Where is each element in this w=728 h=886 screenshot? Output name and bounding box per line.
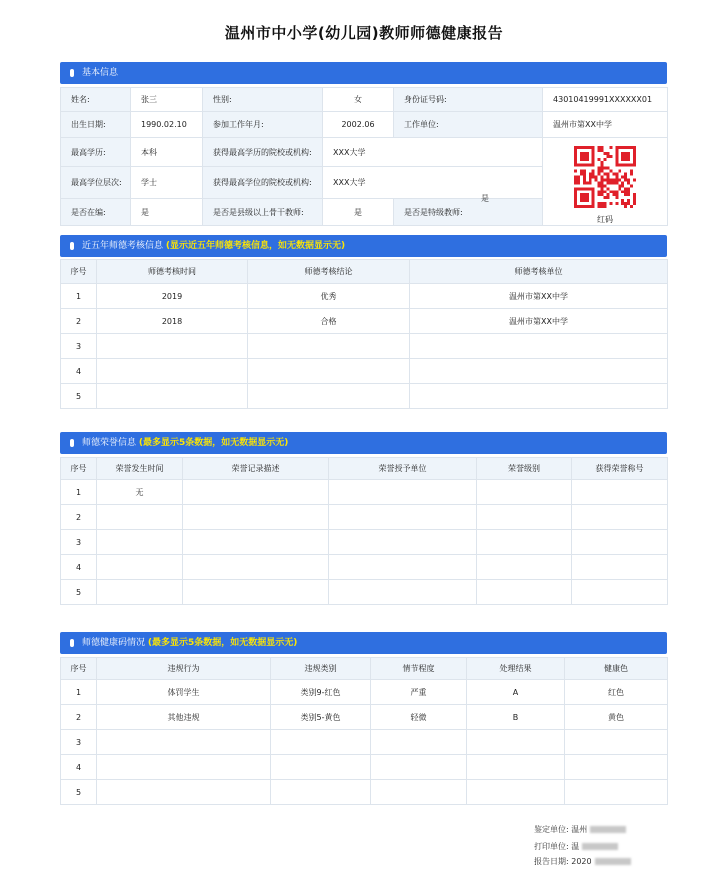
table-cell: 类别9-红色: [271, 680, 371, 705]
redacted-mark: [582, 843, 618, 850]
table-row: [61, 359, 668, 384]
table-row: [61, 705, 668, 730]
table-cell: [329, 480, 477, 505]
work-start-label: 参加工作年月:: [203, 112, 323, 138]
edu-label: 最高学历:: [61, 138, 131, 167]
table-cell: 5: [61, 780, 97, 805]
table-cell: [467, 730, 565, 755]
degree-label: 最高学位层次:: [61, 167, 131, 199]
table-cell: [183, 555, 329, 580]
health-code-label: 红码: [597, 215, 614, 224]
honor-header: [60, 432, 667, 454]
table-cell: [97, 580, 183, 605]
table-cell: [97, 359, 248, 384]
footer-identify: [534, 824, 626, 835]
table-cell: [97, 334, 248, 359]
health-note: (最多显示5条数据，如无数据显示无): [147, 638, 298, 648]
table-cell: 3: [61, 730, 97, 755]
table-cell: 2019: [97, 284, 248, 309]
table-cell: [97, 755, 271, 780]
id-label: 身份证号码:: [394, 88, 543, 112]
table-row: [61, 284, 668, 309]
table-cell: [371, 780, 467, 805]
column-header: 师德考核单位: [410, 260, 668, 284]
footer-print: [534, 841, 618, 852]
column-header: 荣誉记录描述: [183, 458, 329, 480]
table-cell: 无: [97, 480, 183, 505]
column-header: 健康色: [565, 658, 668, 680]
table-row: [61, 530, 668, 555]
identify-label: 鉴定单位:: [534, 825, 569, 834]
table-row: [61, 780, 668, 805]
birth-label: 出生日期:: [61, 112, 131, 138]
print-label: 打印单位:: [534, 842, 569, 851]
date-value: 2020: [571, 857, 592, 866]
employer-value: 温州市第XX中学: [543, 112, 668, 138]
health-code-cell: [543, 138, 668, 226]
name-label: 姓名:: [61, 88, 131, 112]
health-header-row: [61, 658, 668, 680]
table-row: [61, 755, 668, 780]
honor-note: (最多显示5条数据，如无数据显示无): [138, 438, 289, 448]
table-cell: [97, 505, 183, 530]
table-cell: 轻微: [371, 705, 467, 730]
table-row: [61, 680, 668, 705]
degree-school-value: XXX大学: [323, 167, 543, 199]
table-cell: [410, 359, 668, 384]
table-cell: 4: [61, 755, 97, 780]
table-cell: [248, 334, 410, 359]
table-cell: 体罚学生: [97, 680, 271, 705]
table-row: [61, 580, 668, 605]
table-cell: [572, 530, 668, 555]
table-cell: [467, 780, 565, 805]
table-cell: 2: [61, 309, 97, 334]
column-header: 处理结果: [467, 658, 565, 680]
column-header: 序号: [61, 658, 97, 680]
table-cell: [371, 755, 467, 780]
table-row: [61, 384, 668, 409]
column-header: 序号: [61, 260, 97, 284]
table-cell: [410, 384, 668, 409]
table-cell: [410, 334, 668, 359]
edu-school-label: 获得最高学历的院校或机构:: [203, 138, 323, 167]
table-cell: [572, 505, 668, 530]
table-cell: 4: [61, 359, 97, 384]
table-cell: 红色: [565, 680, 668, 705]
table-cell: [467, 755, 565, 780]
table-cell: [565, 780, 668, 805]
page-title: 温州市中小学(幼儿园)教师师德健康报告: [224, 24, 504, 42]
table-cell: [183, 480, 329, 505]
table-cell: [477, 530, 572, 555]
section-marker-icon: [70, 69, 74, 77]
health-header: [60, 632, 667, 654]
table-cell: A: [467, 680, 565, 705]
assess-header-row: [61, 260, 668, 284]
table-cell: [97, 730, 271, 755]
table-cell: [97, 780, 271, 805]
redacted-mark: [590, 826, 626, 833]
table-cell: [248, 359, 410, 384]
assess-title: 近五年师德考核信息: [82, 241, 164, 251]
health-title: 师德健康码情况: [82, 638, 146, 648]
footer-date: [534, 856, 631, 867]
table-cell: 5: [61, 580, 97, 605]
table-row: [61, 309, 668, 334]
basic-info-header: [60, 62, 667, 84]
table-cell: [248, 384, 410, 409]
table-cell: [565, 755, 668, 780]
special-value: 是: [481, 194, 489, 203]
table-cell: [572, 580, 668, 605]
basic-info-table: [60, 87, 668, 226]
column-header: 序号: [61, 458, 97, 480]
table-cell: [271, 755, 371, 780]
degree-value: 学士: [131, 167, 203, 199]
backbone-value: 是: [323, 199, 394, 226]
table-cell: 1: [61, 680, 97, 705]
table-cell: 其他违规: [97, 705, 271, 730]
table-cell: [97, 530, 183, 555]
column-header: 荣誉发生时间: [97, 458, 183, 480]
table-cell: [371, 730, 467, 755]
table-cell: 2: [61, 705, 97, 730]
table-cell: [183, 530, 329, 555]
table-cell: 温州市第XX中学: [410, 284, 668, 309]
table-cell: 2: [61, 505, 97, 530]
column-header: 师德考核时间: [97, 260, 248, 284]
table-cell: [183, 505, 329, 530]
backbone-label: 是否是县级以上骨干教师:: [203, 199, 323, 226]
table-cell: 1: [61, 480, 97, 505]
gender-value: 女: [323, 88, 394, 112]
assess-note: (显示近五年师德考核信息，如无数据显示无): [165, 241, 346, 251]
table-cell: [572, 555, 668, 580]
section-marker-icon: [70, 639, 74, 647]
employer-label: 工作单位:: [394, 112, 543, 138]
table-row: [61, 730, 668, 755]
table-cell: [271, 730, 371, 755]
table-cell: 黄色: [565, 705, 668, 730]
column-header: 违规类别: [271, 658, 371, 680]
assess-header: [60, 235, 667, 257]
special-label: 是否是特级教师:: [394, 199, 543, 226]
degree-school-label: 获得最高学位的院校或机构:: [203, 167, 323, 199]
table-cell: [97, 384, 248, 409]
table-cell: 严重: [371, 680, 467, 705]
table-cell: [329, 555, 477, 580]
table-cell: [572, 480, 668, 505]
column-header: 荣誉级别: [477, 458, 572, 480]
health-qr-code: [574, 146, 636, 208]
table-cell: 3: [61, 334, 97, 359]
health-table: [60, 657, 668, 805]
assess-table: [60, 259, 668, 409]
name-value: 张三: [131, 88, 203, 112]
column-header: 师德考核结论: [248, 260, 410, 284]
table-cell: [329, 580, 477, 605]
edu-school-value: XXX大学: [323, 138, 543, 167]
table-row: [61, 555, 668, 580]
on-duty-value: 是: [131, 199, 203, 226]
date-label: 报告日期:: [534, 857, 569, 866]
honor-table: [60, 457, 668, 605]
birth-value: 1990.02.10: [131, 112, 203, 138]
section-marker-icon: [70, 439, 74, 447]
table-cell: [565, 730, 668, 755]
table-cell: [477, 555, 572, 580]
honor-title: 师德荣誉信息: [82, 438, 137, 448]
table-row: [61, 480, 668, 505]
table-cell: [477, 580, 572, 605]
table-cell: [271, 780, 371, 805]
edu-value: 本科: [131, 138, 203, 167]
table-cell: 2018: [97, 309, 248, 334]
identify-value: 温州: [571, 825, 588, 834]
redacted-mark: [595, 858, 631, 865]
table-cell: B: [467, 705, 565, 730]
table-cell: [183, 580, 329, 605]
table-cell: 1: [61, 284, 97, 309]
gender-label: 性别:: [203, 88, 323, 112]
basic-info-title: 基本信息: [82, 68, 119, 78]
table-cell: 合格: [248, 309, 410, 334]
table-cell: 温州市第XX中学: [410, 309, 668, 334]
section-marker-icon: [70, 242, 74, 250]
table-cell: [477, 480, 572, 505]
id-value: 43010419991XXXXXX01: [543, 88, 668, 112]
on-duty-label: 是否在编:: [61, 199, 131, 226]
table-cell: 3: [61, 530, 97, 555]
table-cell: [329, 530, 477, 555]
print-value: 温: [571, 842, 580, 851]
table-cell: [477, 505, 572, 530]
column-header: 违规行为: [97, 658, 271, 680]
table-cell: [97, 555, 183, 580]
table-cell: 优秀: [248, 284, 410, 309]
column-header: 情节程度: [371, 658, 467, 680]
honor-header-row: [61, 458, 668, 480]
column-header: 荣誉授予单位: [329, 458, 477, 480]
table-row: [61, 505, 668, 530]
column-header: 获得荣誉称号: [572, 458, 668, 480]
table-cell: [329, 505, 477, 530]
work-start-value: 2002.06: [323, 112, 394, 138]
table-cell: 类别5-黄色: [271, 705, 371, 730]
table-cell: 4: [61, 555, 97, 580]
table-row: [61, 334, 668, 359]
table-cell: 5: [61, 384, 97, 409]
